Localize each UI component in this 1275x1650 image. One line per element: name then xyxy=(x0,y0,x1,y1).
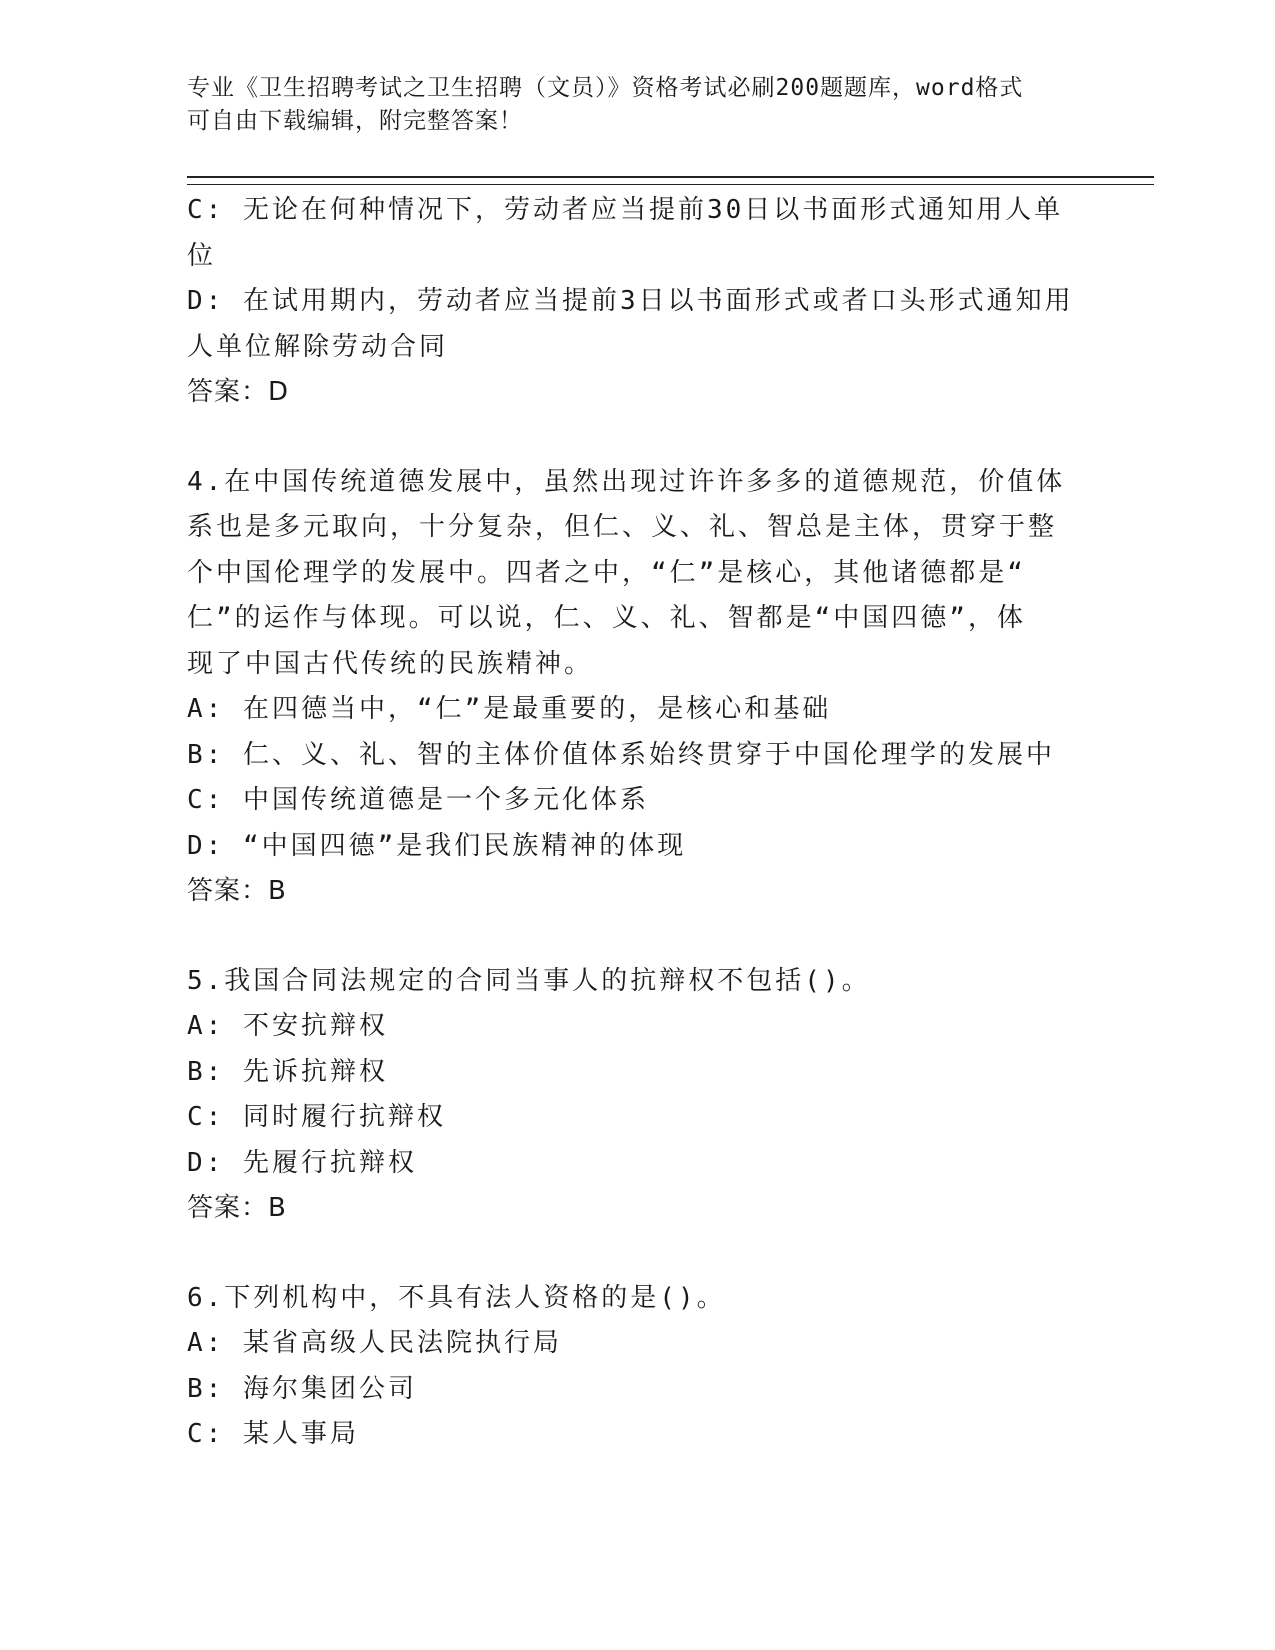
q5-option-c: C: 同时履行抗辩权 xyxy=(187,1102,446,1132)
q4-stem-line-2: 系也是多元取向，十分复杂，但仁、义、礼、智总是主体，贯穿于整 xyxy=(187,512,1058,542)
page-header xyxy=(187,72,1077,138)
q5-option-a: A: 不安抗辩权 xyxy=(187,1011,388,1041)
q4-stem-line-5: 现了中国古代传统的民族精神。 xyxy=(187,648,594,679)
q3-answer: 答案：D xyxy=(187,377,290,407)
q6-option-b: B: 海尔集团公司 xyxy=(187,1373,417,1404)
question-4 xyxy=(187,460,1077,915)
q4-option-c: C: 中国传统道德是一个多元化体系 xyxy=(187,785,649,815)
q5-answer: 答案：B xyxy=(187,1193,287,1223)
header-divider xyxy=(187,176,1154,185)
question-3-tail xyxy=(187,188,1077,416)
spacer xyxy=(187,915,1077,959)
q5-option-b: B: 先诉抗辩权 xyxy=(187,1056,388,1087)
q4-stem-line-4: 仁”的运作与体现。可以说，仁、义、礼、智都是“中国四德”，体 xyxy=(187,603,1026,633)
q6-option-a: A: 某省高级人民法院执行局 xyxy=(187,1328,562,1358)
q3-option-c-line-2: 位 xyxy=(187,240,217,271)
q6-option-c: C: 某人事局 xyxy=(187,1419,359,1449)
q4-answer: 答案：B xyxy=(187,876,287,906)
q3-option-d-line-1: D: 在试用期内，劳动者应当提前3日以书面形式或者口头形式通知用 xyxy=(187,286,1074,316)
q3-option-c-line-1: C: 无论在何种情况下，劳动者应当提前30日以书面形式通知用人单 xyxy=(187,195,1064,225)
header-line-2: 可自由下载编辑，附完整答案！ xyxy=(187,108,523,134)
q6-stem: 6.下列机构中，不具有法人资格的是()。 xyxy=(187,1282,726,1313)
question-content xyxy=(187,188,1077,1458)
question-6 xyxy=(187,1276,1077,1458)
q4-option-d: D: “中国四德”是我们民族精神的体现 xyxy=(187,830,687,861)
q4-stem-line-3: 个中国伦理学的发展中。四者之中，“仁”是核心，其他诸德都是“ xyxy=(187,557,1026,588)
q4-stem-line-1: 4.在中国传统道德发展中，虽然出现过许许多多的道德规范，价值体 xyxy=(187,466,1066,497)
header-line-1: 专业《卫生招聘考试之卫生招聘（文员）》资格考试必刷200题题库，word格式 xyxy=(187,75,1024,101)
spacer xyxy=(187,1232,1077,1276)
q3-option-d-line-2: 人单位解除劳动合同 xyxy=(187,331,449,362)
spacer xyxy=(187,416,1077,460)
q5-option-d: D: 先履行抗辩权 xyxy=(187,1147,417,1178)
q4-option-a: A: 在四德当中，“仁”是最重要的，是核心和基础 xyxy=(187,694,832,724)
q4-option-b: B: 仁、义、礼、智的主体价值体系始终贯穿于中国伦理学的发展中 xyxy=(187,739,1055,770)
q5-stem: 5.我国合同法规定的合同当事人的抗辩权不包括()。 xyxy=(187,965,871,996)
question-5 xyxy=(187,959,1077,1232)
